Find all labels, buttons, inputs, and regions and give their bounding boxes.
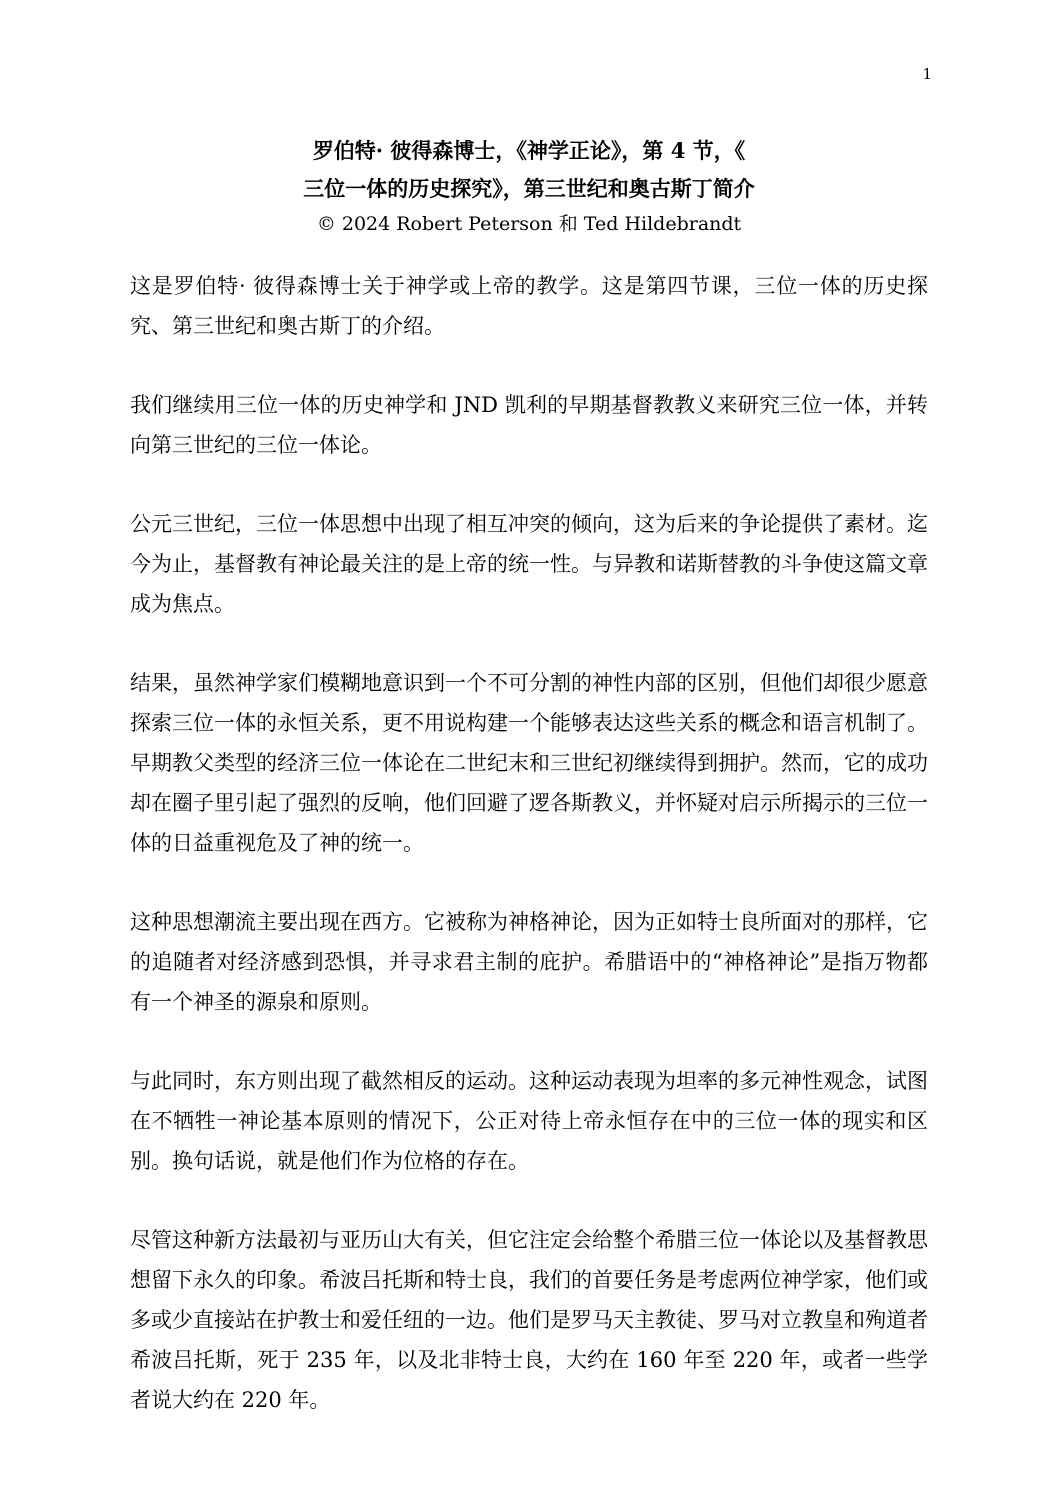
- paragraph-7: 尽管这种新方法最初与亚历山大有关，但它注定会给整个希腊三位一体论以及基督教思想留下永久的印象。希波吕托斯和特士良，我们的首要任务是考虑两位神学家，他们或多或少直接站在护教士和爱任纽的一边。他们是罗马天主教徒、罗马对立教皇和殉道者希波吕托斯，死于 235 年，以及北非特士良，大约在 160 年至 220 年，或者一些学者说大约在 220 年。: [130, 1228, 928, 1412]
- title-line-1: 罗伯特· 彼得森博士，《神学正论》，第 4 节，《: [312, 138, 746, 163]
- paragraph-6: 与此同时，东方则出现了截然相反的运动。这种运动表现为坦率的多元神性观念，试图在不牺牲一神论基本原则的情况下，公正对待上帝永恒存在中的三位一体的现实和区别。换句话说，就是他们作为位格的存在。: [130, 1069, 928, 1173]
- paragraph-4: 结果，虽然神学家们模糊地意识到一个不可分割的神性内部的区别，但他们却很少愿意探索三位一体的永恒关系，更不用说构建一个能够表达这些关系的概念和语言机制了。早期教父类型的经济三位一体论在二世纪末和三世纪初继续得到拥护。然而，它的成功却在圈子里引起了强烈的反响，他们回避了逻各斯教义，并怀疑对启示所揭示的三位一体的日益重视危及了神的统一。: [130, 671, 928, 855]
- paragraph-2: 我们继续用三位一体的历史神学和 JND 凯利的早期基督教教义来研究三位一体，并转向第三世纪的三位一体论。: [130, 393, 928, 457]
- paragraph-5: 这种思想潮流主要出现在西方。它被称为神格神论，因为正如特士良所面对的那样，它的追随者对经济感到恐惧，并寻求君主制的庇护。希腊语中的“神格神论”是指万物都有一个神圣的源泉和原则。: [130, 910, 928, 1014]
- page-number: 1: [922, 65, 932, 83]
- copyright-line: © 2024 Robert Peterson 和 Ted Hildebrandt: [316, 213, 742, 235]
- paragraph-1: 这是罗伯特· 彼得森博士关于神学或上帝的教学。这是第四节课，三位一体的历史探究、第三世纪和奥古斯丁的介绍。: [130, 274, 928, 338]
- title-line-2: 三位一体的历史探究》，第三世纪和奥古斯丁简介: [303, 176, 755, 201]
- paragraph-3: 公元三世纪，三位一体思想中出现了相互冲突的倾向，这为后来的争论提供了素材。迄今为止，基督教有神论最关注的是上帝的统一性。与异教和诺斯替教的斗争使这篇文章成为焦点。: [130, 512, 928, 616]
- body-text: [130, 266, 928, 1459]
- title-block: [130, 132, 928, 238]
